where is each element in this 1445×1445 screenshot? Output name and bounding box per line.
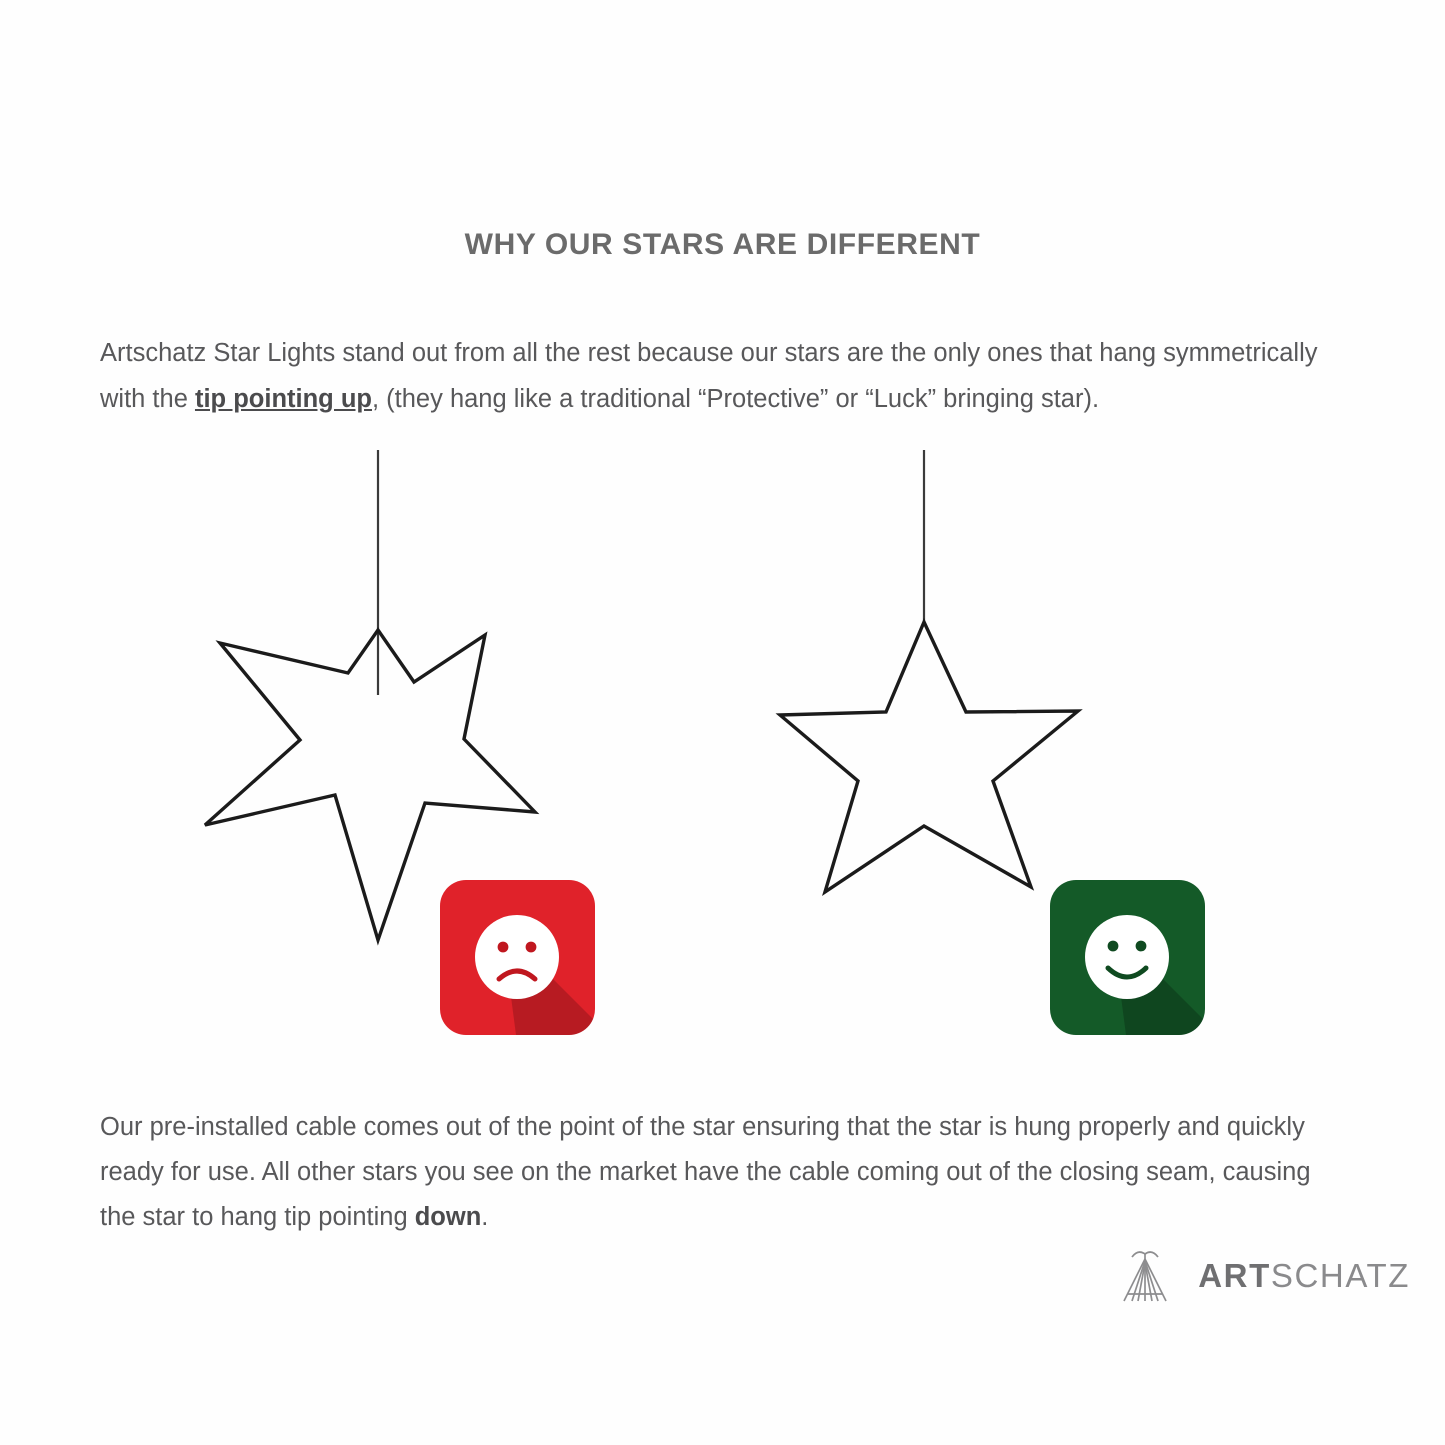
sad-face-badge [440,880,595,1035]
intro-emphasis: tip pointing up [194,385,372,413]
comparison-figures [0,440,1445,1080]
brand-name [1198,1257,1410,1295]
outro-strong: down [414,1203,482,1231]
artschatz-mark-icon [1110,1245,1180,1307]
brand-logo [1110,1245,1410,1307]
outro-paragraph [100,1105,1315,1240]
intro-paragraph [100,330,1368,422]
star-tip-up-illustration [700,440,1320,1080]
smiling-face-icon [1050,880,1205,1035]
outro-text-part1: Our pre-installed cable comes out of the point of the star ensuring that the star is hung properly and quickly ready for use. All other stars you see on the market have the cable coming out of the closing seam, causing the star to hang tip pointing [100,1113,1311,1231]
star-outline-tip-up [780,622,1078,892]
page-title: WHY OUR STARS ARE DIFFERENT [464,228,981,261]
brand-name-bold: ART [1198,1257,1271,1294]
brand-name-light: SCHATZ [1270,1257,1410,1294]
figure-star-tip-down [95,440,715,1080]
intro-text-part2: , (they hang like a traditional “Protective” or “Luck” bringing star). [372,385,1100,413]
figure-star-tip-up [700,440,1320,1080]
intro-text-part1: Artschatz Star Lights stand out from all the rest because our stars are the only ones that hang symmetrically with the [100,339,1318,413]
outro-text-part2: . [481,1203,489,1231]
star-tip-down-illustration [95,440,715,1080]
happy-face-badge [1050,880,1205,1035]
frowning-face-icon [440,880,595,1035]
